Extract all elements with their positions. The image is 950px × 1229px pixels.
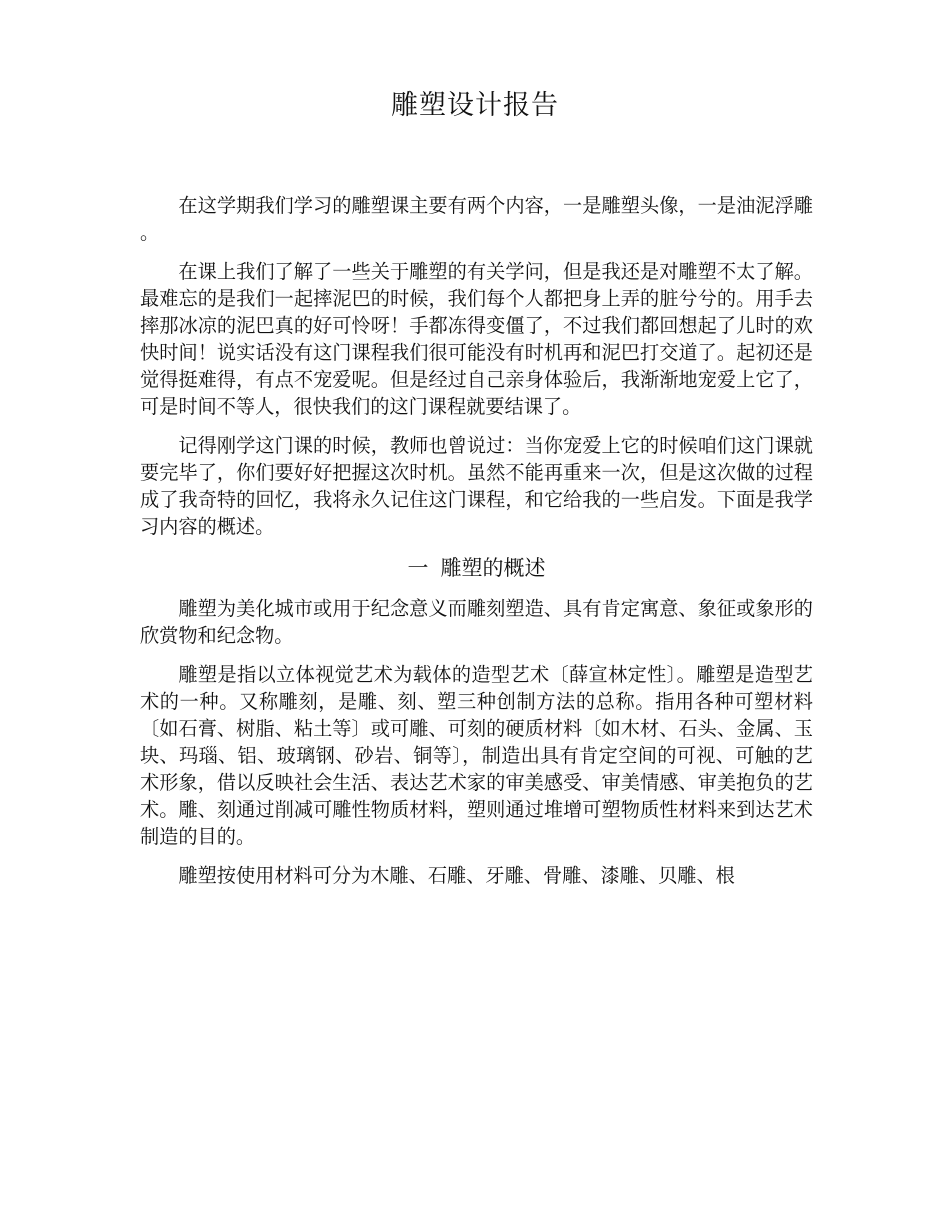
paragraph-intro-1: 在这学期我们学习的雕塑课主要有两个内容，一是雕塑头像，一是油泥浮雕 。 [140,194,813,244]
paragraph-intro-3: 记得刚学这门课的时候，教师也曾说过：当你宠爱上它的时候咱们这门课就要完毕了，你们要好好把握这次时机。虽然不能再重来一次，但是这次做的过程成了我奇特的回忆，我将永久记住这门课程，和它给我的一些启发。下面是我学习内容的概述。 [140,434,813,538]
document-body [140,192,813,901]
section-title: 雕塑的概述 [440,556,546,580]
paragraph-section-3: 雕塑按使用材料可分为木雕、石雕、牙雕、骨雕、漆雕、贝雕、根 [178,864,735,887]
paragraph-intro-2: 在课上我们了解了一些关于雕塑的有关学问，但是我还是对雕塑不太了解。最难忘的是我们一起摔泥巴的时候，我们每个人都把身上弄的脏兮兮的。用手去摔那冰凉的泥巴真的好可怜呀！手都冻得变僵了，不过我们都回想起了儿时的欢快时间！说实话没有这门课程我们很可能没有时机再和泥巴打交道了。起初还是觉得挺难得，有点不宠爱呢。但是经过自己亲身体验后，我渐渐地宠爱上它了，可是时间不等人，很快我们的这门课程就要结课了。 [140,260,813,418]
paragraph-section-2: 雕塑是指以立体视觉艺术为载体的造型艺术〔薛宣林定性〕。雕塑是造型艺术的一种。又称雕刻，是雕、刻、塑三种创制方法的总称。指用各种可塑材料〔如石膏、树脂、粘土等〕或可雕、可刻的硬质材料〔如木材、石头、金属、玉块、玛瑙、铝、玻璃钢、砂岩、铜等〕，制造出具有肯定空间的可视、可触的艺术形象，借以反映社会生活、表达艺术家的审美感受、审美情感、审美抱负的艺术。雕、刻通过削减可雕性物质材料，塑则通过堆增可塑物质性材料来到达艺术制造的目的。 [140,663,813,848]
paragraph-section-1: 雕塑为美化城市或用于纪念意义而雕刻塑造、具有肯定寓意、象征或象形的欣赏物和纪念物。 [140,597,813,647]
section-heading [140,552,813,584]
section-number: 一 [407,556,429,580]
document-title: 雕塑设计报告 [391,90,559,121]
